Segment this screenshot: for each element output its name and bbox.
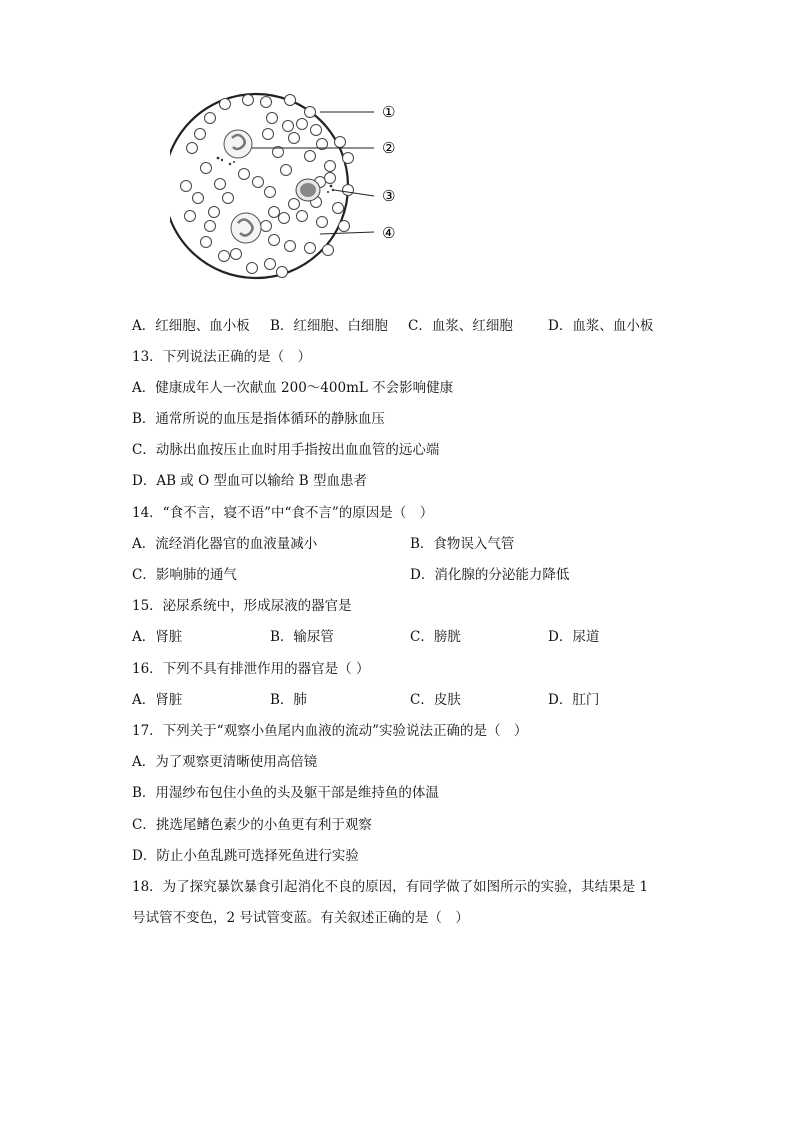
red-blood-cell bbox=[263, 129, 274, 140]
red-blood-cell bbox=[201, 237, 212, 248]
red-blood-cell bbox=[261, 221, 272, 232]
red-blood-cell bbox=[181, 181, 192, 192]
red-blood-cell bbox=[277, 267, 288, 278]
red-blood-cell bbox=[325, 161, 336, 172]
red-blood-cell bbox=[279, 213, 290, 224]
q17-option-d: D．防止小鱼乱跳可选择死鱼进行实验 bbox=[132, 848, 359, 864]
q15-option-a: A．肾脏 bbox=[132, 629, 183, 645]
red-blood-cell bbox=[220, 99, 231, 110]
red-blood-cell bbox=[305, 243, 316, 254]
label-4: ④ bbox=[382, 224, 396, 242]
label-2: ② bbox=[382, 139, 396, 157]
red-blood-cell bbox=[343, 153, 354, 164]
red-blood-cell bbox=[215, 179, 226, 190]
blood-smear-diagram bbox=[170, 86, 420, 288]
red-blood-cell bbox=[265, 187, 276, 198]
white-blood-cell-1 bbox=[224, 130, 252, 158]
red-blood-cell bbox=[253, 177, 264, 188]
label-1: ① bbox=[382, 103, 396, 121]
q18-stem-line2: 号试管不变色，2 号试管变蓝。有关叙述正确的是（ ） bbox=[132, 910, 469, 926]
q16-option-b: B．肺 bbox=[270, 692, 307, 708]
red-blood-cell bbox=[343, 185, 354, 196]
red-blood-cell bbox=[289, 199, 300, 210]
red-blood-cell bbox=[209, 207, 220, 218]
red-blood-cell bbox=[239, 169, 250, 180]
red-blood-cell bbox=[335, 137, 346, 148]
red-blood-cell bbox=[297, 119, 308, 130]
q12-option-a: A．红细胞、血小板 bbox=[132, 318, 250, 334]
blood-smear-figure bbox=[170, 86, 420, 288]
red-blood-cell bbox=[269, 235, 280, 246]
q13-option-c: C．动脉出血按压止血时用手指按出血血管的远心端 bbox=[132, 442, 440, 458]
red-blood-cell bbox=[201, 163, 212, 174]
red-blood-cell bbox=[269, 207, 280, 218]
red-blood-cell bbox=[323, 245, 334, 256]
red-blood-cell bbox=[185, 211, 196, 222]
q16-option-c: C．皮肤 bbox=[410, 692, 461, 708]
red-blood-cell bbox=[265, 259, 276, 270]
red-blood-cell bbox=[187, 143, 198, 154]
red-blood-cell bbox=[289, 133, 300, 144]
red-blood-cell bbox=[283, 121, 294, 132]
red-blood-cell bbox=[243, 95, 254, 106]
red-blood-cell bbox=[297, 211, 308, 222]
q12-option-b: B．红细胞、白细胞 bbox=[270, 318, 388, 334]
red-blood-cell bbox=[247, 263, 258, 274]
q16-stem: 16．下列不具有排泄作用的器官是（ ） bbox=[132, 661, 370, 677]
red-blood-cell bbox=[205, 113, 216, 124]
q14-stem: 14．“食不言，寝不语”中“食不言”的原因是（ ） bbox=[132, 505, 434, 521]
q14-option-b: B．食物误入气管 bbox=[410, 536, 515, 552]
red-blood-cell bbox=[193, 193, 204, 204]
red-blood-cell bbox=[205, 221, 216, 232]
red-blood-cell bbox=[219, 251, 230, 262]
q14-option-d: D．消化腺的分泌能力降低 bbox=[410, 567, 570, 583]
q17-option-c: C．挑选尾鳍色素少的小鱼更有利于观察 bbox=[132, 817, 372, 833]
red-blood-cell bbox=[305, 107, 316, 118]
q15-option-c: C．膀胱 bbox=[410, 629, 461, 645]
red-blood-cell bbox=[317, 217, 328, 228]
q12-option-d: D．血浆、血小板 bbox=[548, 318, 654, 334]
q16-option-a: A．肾脏 bbox=[132, 692, 183, 708]
red-blood-cell bbox=[285, 95, 296, 106]
red-blood-cell bbox=[261, 97, 272, 108]
q16-option-d: D．肛门 bbox=[548, 692, 600, 708]
red-blood-cell bbox=[267, 113, 278, 124]
red-blood-cell bbox=[223, 193, 234, 204]
q13-option-b: B．通常所说的血压是指体循环的静脉血压 bbox=[132, 411, 385, 427]
red-blood-cell bbox=[339, 221, 350, 232]
q12-option-c: C．血浆、红细胞 bbox=[408, 318, 513, 334]
red-blood-cell bbox=[325, 173, 336, 184]
q14-option-c: C．影响肺的通气 bbox=[132, 567, 237, 583]
red-blood-cell bbox=[281, 165, 292, 176]
q13-stem: 13．下列说法正确的是（ ） bbox=[132, 349, 312, 365]
red-blood-cell bbox=[195, 129, 206, 140]
q18-stem-line1: 18．为了探究暴饮暴食引起消化不良的原因，有同学做了如图所示的实验，其结果是 1 bbox=[132, 879, 649, 895]
red-blood-cell bbox=[333, 203, 344, 214]
q17-option-a: A．为了观察更清晰使用高倍镜 bbox=[132, 754, 318, 770]
red-blood-cell bbox=[231, 249, 242, 260]
q15-stem: 15．泌尿系统中，形成尿液的器官是 bbox=[132, 598, 352, 614]
q13-option-d: D．AB 或 O 型血可以输给 B 型血患者 bbox=[132, 473, 367, 489]
q17-stem: 17．下列关于“观察小鱼尾内血液的流动”实验说法正确的是（ ） bbox=[132, 723, 528, 739]
white-blood-cell-2 bbox=[231, 213, 261, 243]
q15-option-b: B．输尿管 bbox=[270, 629, 334, 645]
white-blood-cell-3 bbox=[296, 179, 320, 201]
q13-option-a: A．健康成年人一次献血 200～400mL 不会影响健康 bbox=[132, 380, 454, 396]
q15-option-d: D．尿道 bbox=[548, 629, 600, 645]
red-blood-cell bbox=[311, 125, 322, 136]
label-3: ③ bbox=[382, 187, 396, 205]
q14-option-a: A．流经消化器官的血液量减小 bbox=[132, 536, 318, 552]
q17-option-b: B．用湿纱布包住小鱼的头及躯干部是维持鱼的体温 bbox=[132, 785, 439, 801]
red-blood-cell bbox=[305, 151, 316, 162]
red-blood-cell bbox=[285, 241, 296, 252]
